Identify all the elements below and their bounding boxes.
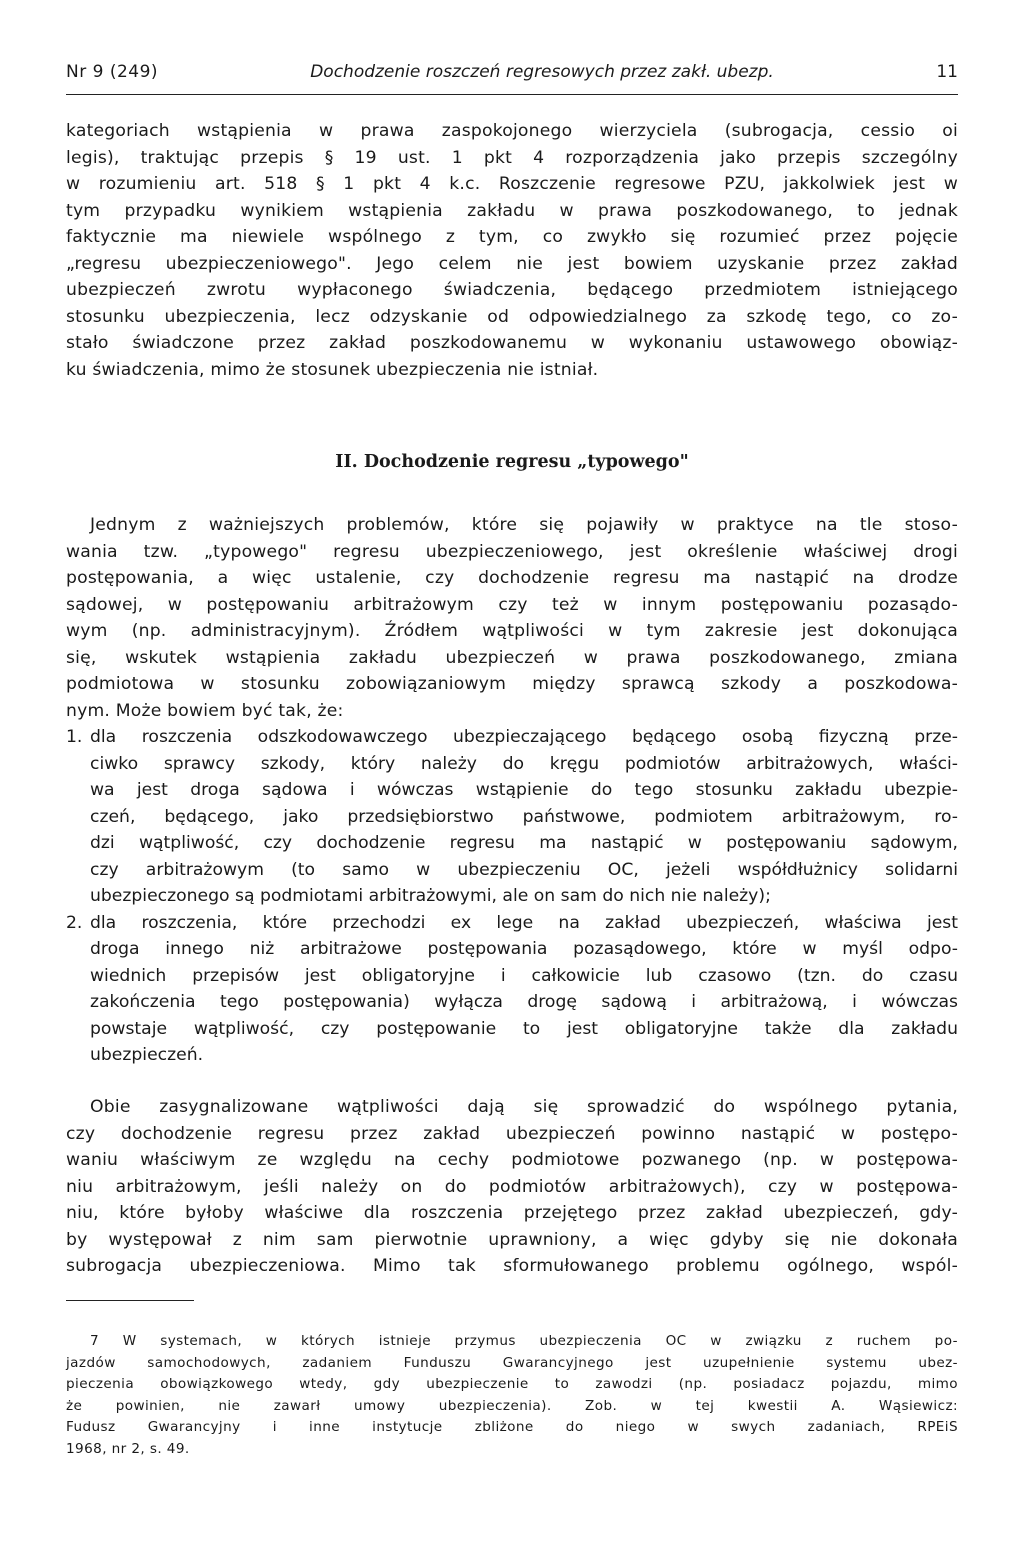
text-line: legis), traktując przepis § 19 ust. 1 pkt 4 rozporządzenia jako przepis szczególny (66, 147, 958, 168)
running-title: Dochodzenie roszczeń regresowych przez zakł. ubezp. (310, 62, 774, 82)
text-line: faktycznie ma niewiele wspólnego z tym, co zwykło się rozumieć przez pojęcie (66, 227, 958, 247)
text-line: podmiotowa w stosunku zobowiązaniowym między sprawcą szkody a poszkodowa- (66, 674, 958, 694)
text-line: ubezpieczeń. (90, 1045, 204, 1065)
text-line: się, wskutek wstąpienia zakładu ubezpieczeń w prawa poszkodowanego, zmiana (66, 647, 958, 668)
paragraph-3 (66, 1094, 958, 1280)
text-line: droga innego niż arbitrażowe postępowania pozasądowego, które w myśl odpo- (90, 939, 958, 959)
text-line: dzi wątpliwość, czy dochodzenie regresu ma nastąpić w postępowaniu sądowym, (90, 833, 958, 853)
text-line: sądowej, w postępowaniu arbitrażowym czy też w innym postępowaniu pozasądo- (66, 594, 958, 615)
paragraph-2 (66, 512, 958, 724)
text-line: tym przypadku wynikiem wstąpienia zakładu w prawa poszkodowanego, to jednak (66, 200, 958, 221)
text-line: czy arbitrażowym (to samo w ubezpieczeniu OC, jeżeli współdłużnicy solidarni (90, 859, 958, 880)
text-line: „regresu ubezpieczeniowego". Jego celem nie jest bowiem uzyskanie przez zakład (66, 253, 958, 274)
footnote (66, 1331, 958, 1460)
text-line: czeń, będącego, jako przedsiębiorstwo państwowe, podmiotem arbitrażowym, ro- (90, 806, 958, 827)
text-line: ku świadczenia, mimo że stosunek ubezpieczenia nie istniał. (66, 359, 599, 380)
footnote-line: 7 W systemach, w których istnieje przymus ubezpieczenia OC w związku z ruchem po- (90, 1333, 958, 1349)
text-line: Jednym z ważniejszych problemów, które się pojawiły w praktyce na tle stoso- (90, 515, 958, 535)
header-rule (66, 94, 958, 95)
text-line: wiednich przepisów jest obligatoryjne i całkowicie lub czasowo (tzn. do czasu (90, 965, 958, 986)
list-number: 2. (66, 912, 83, 933)
page-number: 11 (936, 62, 958, 82)
list-number: 1. (66, 727, 83, 747)
text-line: zakończenia tego postępowania) wyłącza drogę sądową i arbitrażową, i wówczas (90, 992, 958, 1012)
text-line: subrogacja ubezpieczeniowa. Mimo tak sformułowanego problemu ogólnego, wspól- (66, 1256, 958, 1276)
text-line: dla roszczenia odszkodowawczego ubezpieczającego będącego osobą fizyczną prze- (90, 727, 958, 747)
text-line: w rozumieniu art. 518 § 1 pkt 4 k.c. Roszczenie regresowe PZU, jakkolwiek jest w (66, 174, 958, 194)
list-item (66, 910, 958, 1069)
paragraph-1 (66, 118, 958, 383)
text-line: stało świadczone przez zakład poszkodowanemu w wykonaniu ustawowego obowiąz- (66, 333, 958, 353)
text-line: niu, które byłoby właściwe dla roszczenia przejętego przez zakład ubezpieczeń, gdy- (66, 1203, 958, 1223)
text-line: ciwko sprawcy szkody, który należy do kręgu podmiotów arbitrażowych, właści- (90, 753, 958, 774)
footnote-line: pieczenia obowiązkowego wtedy, gdy ubezpieczenie to zawodzi (np. posiadacz pojazdu, mimo (66, 1376, 958, 1392)
text-line: powstaje wątpliwość, czy postępowanie to jest obligatoryjne także dla zakładu (90, 1018, 958, 1039)
text-line: niu arbitrażowym, jeśli należy on do podmiotów arbitrażowych), czy w postępowa- (66, 1176, 958, 1197)
text-line: Obie zasygnalizowane wątpliwości dają się sprowadzić do wspólnego pytania, (90, 1097, 958, 1117)
numbered-list (66, 724, 958, 1069)
text-line: by występował z nim sam pierwotnie uprawniony, a więc gdyby się nie dokonała (66, 1229, 958, 1250)
footnote-line: 1968, nr 2, s. 49. (66, 1440, 190, 1457)
text-line: ubezpieczonego są podmiotami arbitrażowymi, ale on sam do nich nie należy); (90, 886, 771, 906)
text-line: wym (np. administracyjnym). Źródłem wątpliwości w tym zakresie jest dokonująca (66, 621, 958, 641)
text-line: stosunku ubezpieczenia, lecz odzyskanie od odpowiedzialnego za szkodę tego, co zo- (66, 306, 958, 327)
text-line: nym. Może bowiem być tak, że: (66, 700, 344, 721)
text-line: czy dochodzenie regresu przez zakład ubezpieczeń powinno nastąpić w postępo- (66, 1123, 958, 1144)
text-line: wa jest droga sądowa i wówczas wstąpienie do tego stosunku zakładu ubezpie- (90, 780, 958, 800)
issue-number: Nr 9 (249) (66, 62, 159, 82)
text-line: postępowania, a więc ustalenie, czy dochodzenie regresu ma nastąpić na drodze (66, 568, 958, 588)
footnote-rule (66, 1300, 194, 1301)
footnote-line: Fudusz Gwarancyjny i inne instytucje zbliżone do niego w swych zadaniach, RPEiS (66, 1419, 958, 1435)
text-line: wania tzw. „typowego" regresu ubezpieczeniowego, jest określenie właściwej drogi (66, 541, 958, 562)
section-heading: II. Dochodzenie regresu „typowego" (335, 452, 689, 472)
list-item (66, 724, 958, 910)
text-line: waniu właściwym ze względu na cechy podmiotowe pozwanego (np. w postępowa- (66, 1150, 958, 1170)
text-line: ubezpieczeń zwrotu wypłaconego świadczenia, będącego przedmiotem istniejącego (66, 280, 958, 300)
text-line: kategoriach wstąpienia w prawa zaspokojonego wierzyciela (subrogacja, cessio oi (66, 121, 958, 141)
text-line: dla roszczenia, które przechodzi ex lege na zakład ubezpieczeń, właściwa jest (90, 912, 958, 933)
footnote-line: że powinien, nie zawarł umowy ubezpieczenia). Zob. w tej kwestii A. Wąsiewicz: (66, 1397, 958, 1414)
running-header (66, 60, 958, 90)
footnote-line: jazdów samochodowych, zadaniem Funduszu Gwarancyjnego jest uzupełnienie systemu ubez- (66, 1354, 958, 1371)
